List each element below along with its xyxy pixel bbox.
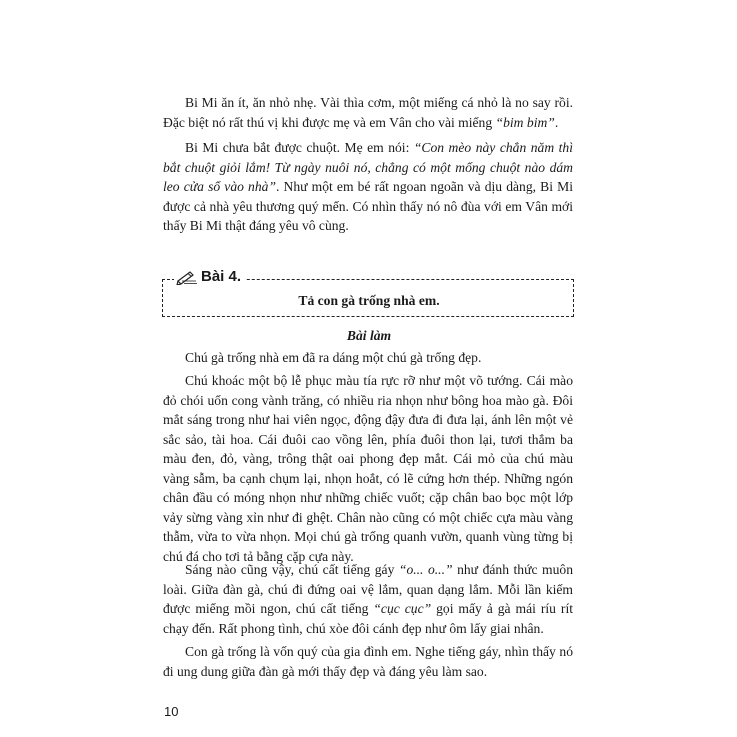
pencil-icon [176, 269, 198, 285]
exercise-title: Tả con gà trống nhà em. [298, 293, 440, 308]
exercise-label [174, 268, 245, 286]
text-segment: . Như một em bé rất ngoan ngoãn và dịu dàng, Bi Mi được cả nhà yêu thương quý mến. Có nhìn thấy nó nô đùa với em Vân mới thấy Bi Mi thật đáng yêu vô cùng. [163, 179, 573, 233]
text-segment: như đánh thức muôn loài. Giữa đàn gà, chú đi đứng oai vệ lắm, quan dạng lắm. Mỗi lần kiếm được miếng mồi ngon, chú cất tiếng [163, 562, 573, 616]
italic-text: “Con mèo này chẳn năm thì bắt chuột giỏi lắm! Từ ngày nuôi nó, chẳng có một mống chuột nào dám leo cửa sổ vào nhà” [163, 140, 573, 194]
text-segment: Chú gà trống nhà em đã ra dáng một chú gà trống đẹp. [185, 350, 482, 365]
text-segment: Bi Mi ăn ít, ăn nhỏ nhẹ. Vài thìa cơm, một miếng cá nhỏ là no say rồi. Đặc biệt nó rất thú vị khi được mẹ và em Vân cho vài miếng [163, 95, 573, 130]
paragraph-intro [163, 348, 573, 368]
text-segment: gọi mấy ả gà mái ríu rít chạy đến. Rất phong tình, chú xòe đôi cánh đẹp như ôm lấy giai nhân. [163, 601, 573, 636]
paragraph-morning [163, 560, 573, 638]
paragraph-description [163, 371, 573, 566]
italic-text: “cục cục” [373, 601, 432, 616]
text-segment: Con gà trống là vốn quý của gia đình em. Nghe tiếng gáy, nhìn thấy nó đi ung dung giữa đàn gà mới thấy đẹp và đáng yêu làm sao. [163, 644, 573, 679]
paragraph-bimi-eating [163, 93, 573, 132]
page-number: 10 [164, 704, 179, 719]
text-segment: Sáng nào cũng vậy, chú cất tiếng gáy [185, 562, 399, 577]
text-segment: Bi Mi chưa bắt được chuột. Mẹ em nói: [185, 140, 414, 155]
paragraph-bimi-mouse [163, 138, 573, 236]
exercise-number: Bài 4. [201, 268, 242, 285]
section-title: Bài làm [346, 328, 392, 343]
text-segment: . [554, 114, 559, 130]
italic-text: “bim bim” [495, 114, 555, 130]
paragraph-conclusion [163, 642, 573, 681]
text-segment: Chú khoác một bộ lễ phục màu tía rực rỡ như một võ tướng. Cái mào đỏ chói uốn cong vành trăng, có nhiều ria nhọn như bông hoa mào gà. Đôi mắt sáng trong như hai viên ngọc, động đậy đưa đi đưa lại, ánh lên một vẻ sắc sảo, tài hoa. Cái đuôi cao vồng lên, phía đuôi thon lại, tươi thắm ba màu đen, đỏ, vàng, trông thật oai phong đẹp mắt. Cái mỏ của chú màu vàng sẫm, ba cạnh chụm lại, nhọn hoắt, có lẽ cứng hơn thép. Những ngón chân đầu có móng nhọn như những chiếc vuốt; cặp chân bao bọc một lớp vảy sừng vàng xỉn như đi ghệt. Chân nào cũng có một chiếc cựa màu vàng thẫm, vừa to vừa nhọn. Mọi chú gà trống quanh vườn, quanh vùng từng bị chú đá cho tơi tả bằng cặp cựa này. [163, 373, 573, 564]
italic-text: “o... o...” [398, 562, 453, 577]
